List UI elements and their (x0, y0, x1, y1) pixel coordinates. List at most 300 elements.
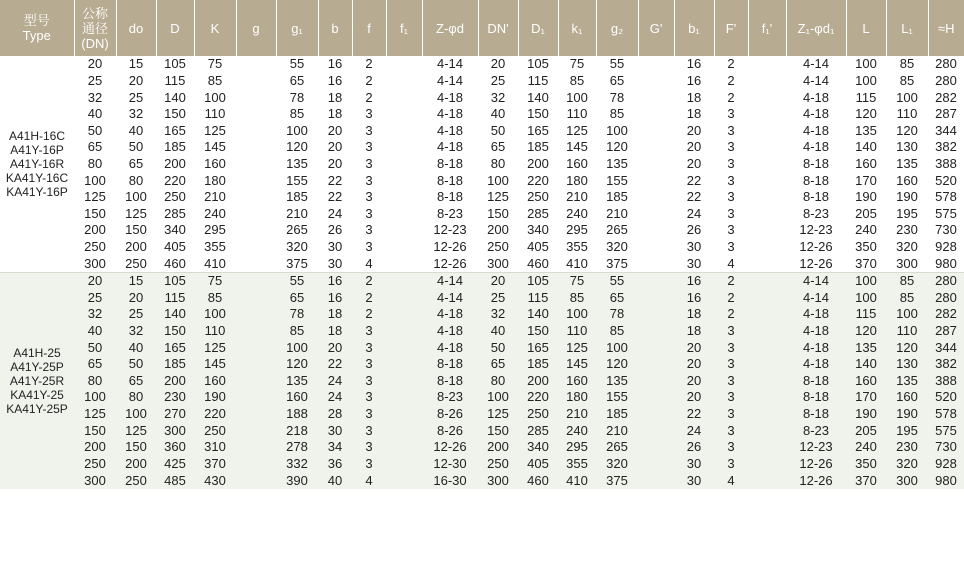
column-header-line: F' (725, 20, 737, 36)
table-cell: 26 (318, 222, 352, 239)
type-model: KA41Y-25 (10, 387, 64, 402)
table-cell: 350 (846, 456, 886, 473)
table-cell (236, 222, 276, 239)
table-cell (386, 422, 422, 439)
table-cell: 80 (478, 373, 518, 390)
table-cell: 282 (928, 306, 964, 323)
table-cell: 100 (846, 290, 886, 307)
table-cell: 32 (74, 306, 116, 323)
table-cell: 8-23 (422, 205, 478, 222)
table-cell: 3 (714, 106, 748, 123)
column-header (156, 0, 194, 56)
table-cell: 280 (928, 290, 964, 307)
type-model: A41Y-16P (10, 142, 64, 157)
table-cell: 4-14 (786, 56, 846, 73)
table-cell: 340 (156, 222, 194, 239)
table-cell (638, 189, 674, 206)
column-header (236, 0, 276, 56)
table-cell (638, 323, 674, 340)
table-cell: 135 (276, 156, 318, 173)
table-cell: 55 (276, 56, 318, 73)
table-cell: 160 (558, 156, 596, 173)
table-cell (638, 472, 674, 489)
table-cell: 145 (194, 356, 236, 373)
table-cell: 18 (318, 323, 352, 340)
table-cell: 22 (318, 172, 352, 189)
table-cell: 16-30 (422, 472, 478, 489)
table-cell: 8-18 (422, 373, 478, 390)
table-cell (236, 255, 276, 272)
table-cell: 150 (74, 205, 116, 222)
table-cell: 110 (558, 323, 596, 340)
table-cell: 155 (276, 172, 318, 189)
table-cell: 8-18 (786, 373, 846, 390)
table-cell (236, 272, 276, 289)
table-cell: 4-14 (786, 290, 846, 307)
table-cell: 370 (846, 255, 886, 272)
table-cell: 2 (714, 73, 748, 90)
table-cell (638, 255, 674, 272)
table-cell: 8-18 (422, 356, 478, 373)
table-cell (638, 422, 674, 439)
table-cell: 20 (478, 56, 518, 73)
table-cell (386, 290, 422, 307)
table-cell: 105 (156, 272, 194, 289)
table-cell: 250 (518, 406, 558, 423)
table-cell: 32 (116, 106, 156, 123)
table-cell: 190 (194, 389, 236, 406)
table-row (0, 239, 964, 256)
table-cell (386, 122, 422, 139)
table-cell: 135 (886, 373, 928, 390)
table-cell: 8-18 (422, 172, 478, 189)
table-cell (236, 456, 276, 473)
table-cell: 218 (276, 422, 318, 439)
table-cell: 125 (116, 205, 156, 222)
table-cell: 3 (714, 356, 748, 373)
table-cell: 12-26 (786, 239, 846, 256)
table-row (0, 290, 964, 307)
table-cell: 295 (194, 222, 236, 239)
table-cell (638, 56, 674, 73)
table-cell: 4-18 (786, 306, 846, 323)
table-cell: 85 (596, 106, 638, 123)
table-cell (236, 422, 276, 439)
table-cell: 340 (518, 439, 558, 456)
table-row (0, 89, 964, 106)
table-cell: 250 (74, 239, 116, 256)
table-cell: 125 (74, 189, 116, 206)
table-cell: 980 (928, 255, 964, 272)
table-cell: 3 (352, 339, 386, 356)
table-cell (748, 456, 786, 473)
table-cell: 3 (714, 122, 748, 139)
table-cell: 170 (846, 172, 886, 189)
table-cell: 120 (846, 106, 886, 123)
table-cell (386, 472, 422, 489)
table-cell (236, 290, 276, 307)
table-cell (748, 73, 786, 90)
table-cell (748, 222, 786, 239)
table-cell: 3 (352, 156, 386, 173)
table-cell: 3 (352, 406, 386, 423)
table-row (0, 389, 964, 406)
table-cell: 30 (674, 456, 714, 473)
table-cell: 3 (714, 222, 748, 239)
table-cell: 125 (116, 422, 156, 439)
table-cell: 50 (116, 356, 156, 373)
table-cell: 150 (156, 106, 194, 123)
table-cell (748, 306, 786, 323)
table-cell (236, 73, 276, 90)
table-cell: 135 (596, 373, 638, 390)
table-cell (386, 323, 422, 340)
table-cell: 135 (846, 339, 886, 356)
table-cell: 20 (116, 73, 156, 90)
table-cell: 50 (478, 339, 518, 356)
table-cell: 8-18 (786, 172, 846, 189)
table-cell (386, 106, 422, 123)
table-row (0, 306, 964, 323)
table-cell: 160 (846, 156, 886, 173)
table-cell: 125 (194, 122, 236, 139)
table-cell: 160 (886, 172, 928, 189)
table-cell: 160 (886, 389, 928, 406)
table-cell (236, 356, 276, 373)
table-cell: 12-26 (422, 439, 478, 456)
table-cell (236, 139, 276, 156)
table-cell: 22 (674, 189, 714, 206)
table-cell: 80 (74, 373, 116, 390)
table-cell: 3 (352, 122, 386, 139)
table-row (0, 272, 964, 289)
table-cell: 80 (116, 172, 156, 189)
table-cell: 80 (478, 156, 518, 173)
table-row (0, 73, 964, 90)
table-cell: 375 (276, 255, 318, 272)
table-cell: 300 (478, 472, 518, 489)
table-cell: 34 (318, 439, 352, 456)
table-cell: 80 (116, 389, 156, 406)
table-cell: 8-18 (422, 189, 478, 206)
table-cell: 200 (518, 373, 558, 390)
table-cell: 2 (352, 290, 386, 307)
table-cell: 120 (886, 339, 928, 356)
table-cell: 3 (714, 456, 748, 473)
table-cell: 160 (558, 373, 596, 390)
table-cell (748, 189, 786, 206)
table-cell: 55 (596, 56, 638, 73)
table-cell: 78 (276, 89, 318, 106)
table-cell: 265 (276, 222, 318, 239)
table-cell: 40 (116, 122, 156, 139)
table-cell: 185 (156, 139, 194, 156)
table-cell: 575 (928, 205, 964, 222)
table-cell: 145 (558, 139, 596, 156)
table-cell: 3 (714, 239, 748, 256)
table-cell: 150 (116, 439, 156, 456)
table-cell: 4-14 (422, 56, 478, 73)
table-cell (748, 356, 786, 373)
table-cell: 26 (674, 439, 714, 456)
table-cell: 120 (276, 356, 318, 373)
column-header-line: g₁ (291, 20, 303, 36)
table-cell (236, 439, 276, 456)
table-cell: 190 (846, 406, 886, 423)
table-cell: 190 (846, 189, 886, 206)
table-cell: 3 (352, 356, 386, 373)
table-cell: 180 (558, 172, 596, 189)
table-cell: 2 (714, 89, 748, 106)
table-cell: 105 (156, 56, 194, 73)
table-cell: 460 (156, 255, 194, 272)
table-cell: 280 (928, 272, 964, 289)
table-cell: 355 (194, 239, 236, 256)
column-header (928, 0, 964, 56)
table-cell (386, 456, 422, 473)
table-cell: 300 (886, 255, 928, 272)
table-cell: 578 (928, 189, 964, 206)
table-cell: 20 (318, 156, 352, 173)
table-cell (638, 156, 674, 173)
table-cell: 180 (194, 172, 236, 189)
table-cell: 50 (478, 122, 518, 139)
table-cell: 65 (74, 139, 116, 156)
table-cell: 370 (846, 472, 886, 489)
table-cell: 390 (276, 472, 318, 489)
table-cell: 2 (714, 56, 748, 73)
table-row (0, 406, 964, 423)
table-cell: 85 (596, 323, 638, 340)
table-cell: 2 (352, 56, 386, 73)
table-cell: 3 (714, 323, 748, 340)
table-cell: 25 (116, 306, 156, 323)
table-cell: 85 (276, 106, 318, 123)
table-cell (236, 339, 276, 356)
table-cell: 3 (352, 439, 386, 456)
column-header (786, 0, 846, 56)
table-cell: 25 (478, 290, 518, 307)
table-cell: 50 (116, 139, 156, 156)
table-cell: 185 (596, 189, 638, 206)
table-cell: 4-18 (786, 122, 846, 139)
column-header (386, 0, 422, 56)
table-cell: 200 (478, 222, 518, 239)
table-cell: 40 (74, 323, 116, 340)
table-cell: 135 (276, 373, 318, 390)
column-header-line: k₁ (571, 20, 583, 36)
column-header-line: L (862, 20, 870, 36)
table-cell: 4 (714, 472, 748, 489)
table-cell: 405 (156, 239, 194, 256)
table-cell: 3 (352, 239, 386, 256)
table-cell: 22 (674, 172, 714, 189)
table-cell: 4-18 (786, 339, 846, 356)
table-cell: 28 (318, 406, 352, 423)
table-cell: 8-26 (422, 422, 478, 439)
table-cell: 160 (846, 373, 886, 390)
table-cell: 4-18 (422, 139, 478, 156)
table-cell: 285 (518, 422, 558, 439)
table-cell: 100 (478, 389, 518, 406)
table-cell: 110 (886, 106, 928, 123)
table-cell (638, 339, 674, 356)
table-cell: 75 (194, 56, 236, 73)
table-cell: 100 (194, 89, 236, 106)
table-cell: 85 (886, 56, 928, 73)
type-model: A41Y-25R (9, 373, 65, 388)
table-cell (236, 306, 276, 323)
table-cell: 200 (156, 156, 194, 173)
column-header-line: 公称 (81, 5, 108, 21)
column-header (352, 0, 386, 56)
table-cell: 3 (714, 389, 748, 406)
table-cell: 110 (194, 106, 236, 123)
table-cell: 78 (596, 89, 638, 106)
table-cell (638, 389, 674, 406)
column-header (194, 0, 236, 56)
table-cell: 8-18 (786, 389, 846, 406)
table-cell (386, 339, 422, 356)
table-cell: 155 (596, 389, 638, 406)
table-cell: 12-26 (786, 456, 846, 473)
table-cell: 240 (558, 422, 596, 439)
table-cell: 115 (518, 290, 558, 307)
table-cell: 200 (156, 373, 194, 390)
table-cell: 4-18 (422, 306, 478, 323)
table-row (0, 139, 964, 156)
table-cell: 210 (276, 205, 318, 222)
table-cell: 24 (318, 205, 352, 222)
table-cell (638, 122, 674, 139)
table-cell (748, 323, 786, 340)
table-cell: 100 (276, 339, 318, 356)
table-cell (236, 472, 276, 489)
table-cell (236, 389, 276, 406)
table-cell: 3 (352, 189, 386, 206)
table-cell: 388 (928, 373, 964, 390)
table-cell: 100 (478, 172, 518, 189)
table-cell: 75 (558, 272, 596, 289)
table-cell: 8-23 (786, 422, 846, 439)
table-cell: 300 (74, 255, 116, 272)
table-cell: 220 (518, 389, 558, 406)
table-cell: 16 (318, 290, 352, 307)
table-cell: 100 (846, 272, 886, 289)
table-cell: 310 (194, 439, 236, 456)
table-cell (386, 356, 422, 373)
table-cell: 135 (596, 156, 638, 173)
table-cell (638, 373, 674, 390)
table-cell: 3 (714, 373, 748, 390)
column-header (846, 0, 886, 56)
table-cell (386, 389, 422, 406)
table-cell: 250 (116, 255, 156, 272)
table-cell: 75 (558, 56, 596, 73)
table-cell: 115 (846, 306, 886, 323)
table-cell: 150 (478, 422, 518, 439)
table-cell: 8-18 (786, 156, 846, 173)
table-cell: 410 (194, 255, 236, 272)
table-cell: 320 (886, 239, 928, 256)
table-cell (236, 156, 276, 173)
type-model: A41H-25 (13, 345, 61, 360)
table-cell: 130 (886, 356, 928, 373)
table-cell (386, 205, 422, 222)
table-cell: 160 (194, 373, 236, 390)
table-cell: 4-18 (786, 89, 846, 106)
table-cell: 200 (116, 239, 156, 256)
table-cell: 928 (928, 456, 964, 473)
type-model: A41Y-25P (10, 359, 64, 374)
table-cell: 110 (886, 323, 928, 340)
table-cell: 185 (596, 406, 638, 423)
table-cell: 25 (116, 89, 156, 106)
table-cell: 36 (318, 456, 352, 473)
table-cell: 12-23 (422, 222, 478, 239)
table-cell: 115 (156, 290, 194, 307)
column-header-line: D₁ (531, 20, 545, 36)
table-cell: 4-18 (786, 356, 846, 373)
table-cell: 3 (352, 422, 386, 439)
table-cell: 32 (74, 89, 116, 106)
table-cell: 180 (558, 389, 596, 406)
table-cell: 30 (674, 239, 714, 256)
table-cell: 12-23 (786, 439, 846, 456)
table-cell: 20 (116, 290, 156, 307)
table-cell (748, 139, 786, 156)
table-cell: 340 (518, 222, 558, 239)
table-cell: 250 (194, 422, 236, 439)
table-cell: 282 (928, 89, 964, 106)
table-cell: 65 (478, 139, 518, 156)
table-cell: 355 (558, 239, 596, 256)
table-cell (236, 122, 276, 139)
table-cell: 145 (558, 356, 596, 373)
column-header (116, 0, 156, 56)
table-cell: 3 (352, 205, 386, 222)
table-cell: 287 (928, 323, 964, 340)
table-cell: 85 (558, 290, 596, 307)
table-cell: 55 (596, 272, 638, 289)
table-cell: 120 (276, 139, 318, 156)
table-cell: 287 (928, 106, 964, 123)
table-cell: 30 (674, 255, 714, 272)
column-header-line: f (367, 20, 371, 36)
table-header (0, 0, 964, 56)
table-cell: 100 (74, 389, 116, 406)
table-cell: 8-26 (422, 406, 478, 423)
table-cell: 355 (558, 456, 596, 473)
table-cell: 200 (74, 439, 116, 456)
table-cell (748, 205, 786, 222)
table-cell: 320 (886, 456, 928, 473)
table-cell: 100 (116, 189, 156, 206)
table-cell (638, 356, 674, 373)
table-cell: 4-18 (422, 106, 478, 123)
table-cell: 40 (478, 323, 518, 340)
table-cell (748, 389, 786, 406)
table-cell (386, 306, 422, 323)
table-cell: 3 (352, 389, 386, 406)
table-cell: 20 (674, 356, 714, 373)
table-cell: 295 (558, 439, 596, 456)
table-cell: 65 (596, 290, 638, 307)
table-row (0, 422, 964, 439)
table-cell: 16 (674, 272, 714, 289)
table-cell: 65 (116, 373, 156, 390)
table-cell: 520 (928, 389, 964, 406)
